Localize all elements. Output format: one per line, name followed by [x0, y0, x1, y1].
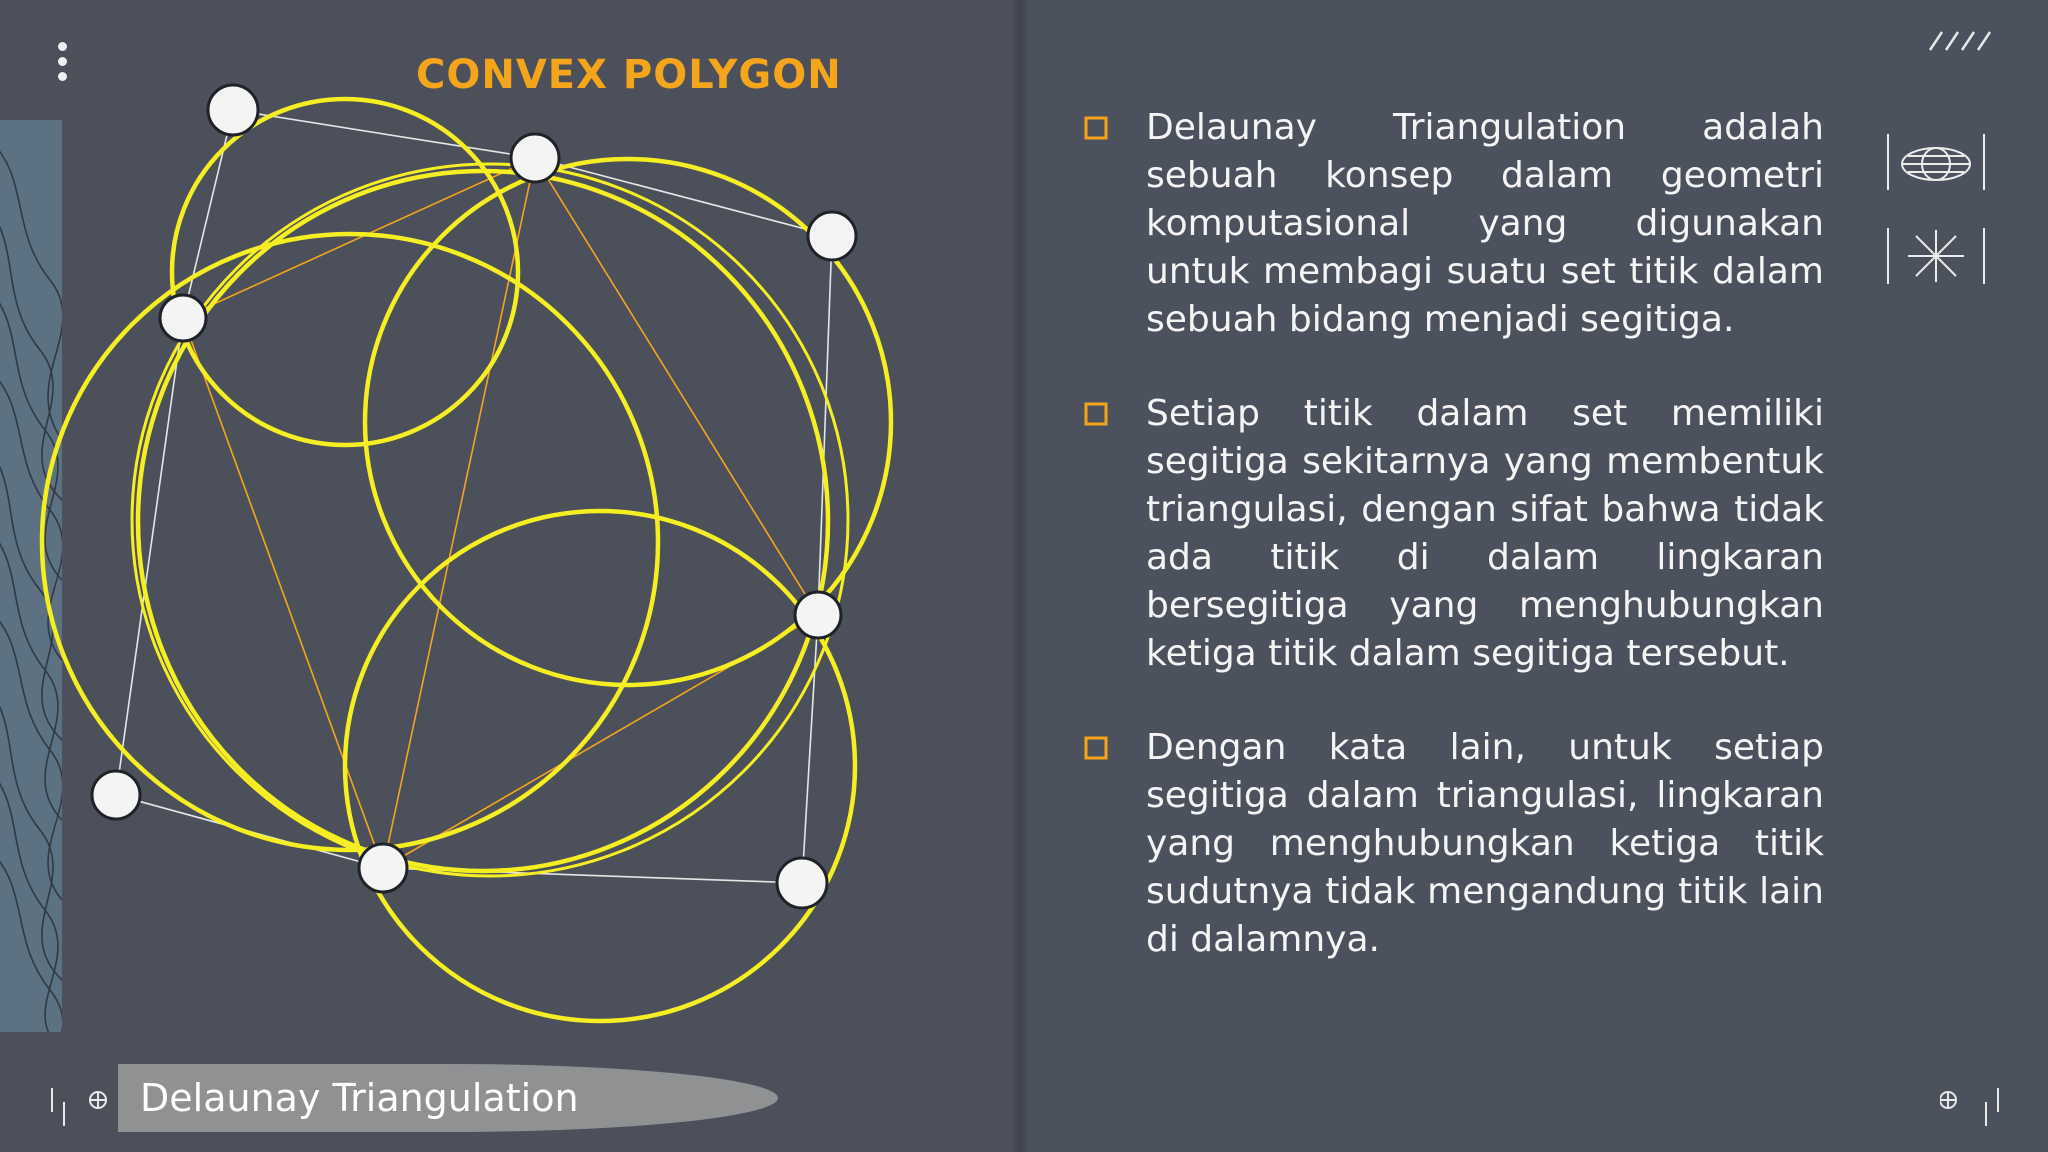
footer-label: Delaunay Triangulation	[140, 1076, 579, 1120]
vertex-point	[92, 771, 140, 819]
circumcircle	[42, 234, 658, 850]
vertex-point	[160, 295, 206, 341]
checkbox-bullet-icon	[1084, 736, 1108, 760]
checkbox-bullet-icon	[1084, 402, 1108, 426]
bullet-text: Delaunay Triangulation adalah sebuah konsep dalam geometri komputasional yang digunakan untuk membagi suatu set titik dalam sebuah bidang menjadi segitiga.	[1146, 107, 1824, 340]
triangulation-edge	[183, 318, 383, 868]
vertex-point	[208, 85, 258, 135]
delaunay-diagram	[0, 0, 1010, 1040]
crosshair-icon	[1940, 1084, 2010, 1134]
vertex-point	[795, 592, 841, 638]
slash-marks-icon	[1926, 26, 1996, 61]
checkbox-bullet-icon	[1084, 116, 1108, 140]
sparkle-icon	[1884, 224, 1988, 286]
triangulation-edge	[535, 158, 818, 615]
triangulation-edge	[383, 158, 535, 868]
circumcircle	[138, 171, 828, 871]
vertex-point	[511, 134, 559, 182]
hull-edge	[116, 318, 183, 795]
book-spine	[1012, 0, 1028, 1152]
hull-edge	[233, 110, 535, 158]
vertex-point	[808, 212, 856, 260]
circumcircles	[42, 99, 891, 1021]
hull-edges	[116, 110, 832, 883]
slide-title: CONVEX POLYGON	[416, 52, 842, 98]
crosshair-icon	[48, 1084, 118, 1134]
bullet-text: Dengan kata lain, untuk setiap segitiga dalam triangulasi, lingkaran yang menghubungkan ketiga titik sudutnya tidak mengandung titik lain di dalamnya.	[1146, 727, 1824, 960]
circumcircle	[172, 99, 518, 445]
hull-edge	[802, 615, 818, 883]
bullet-item	[1084, 724, 1824, 964]
vertex-point	[359, 844, 407, 892]
bullet-text: Setiap titik dalam set memiliki segitiga sekitarnya yang membentuk triangulasi, dengan sifat bahwa tidak ada titik di dalam lingkaran bersegitiga yang menghubungkan ketiga titik dalam segitiga tersebut.	[1146, 393, 1824, 674]
triangulation-edge	[183, 158, 535, 318]
bullet-list	[1084, 104, 1824, 1010]
bullet-item	[1084, 390, 1824, 678]
globe-icon	[1884, 132, 1988, 194]
triangulation-edges	[183, 158, 818, 868]
hull-edge	[535, 158, 832, 236]
vertex-point	[777, 858, 827, 908]
bullet-item	[1084, 104, 1824, 344]
